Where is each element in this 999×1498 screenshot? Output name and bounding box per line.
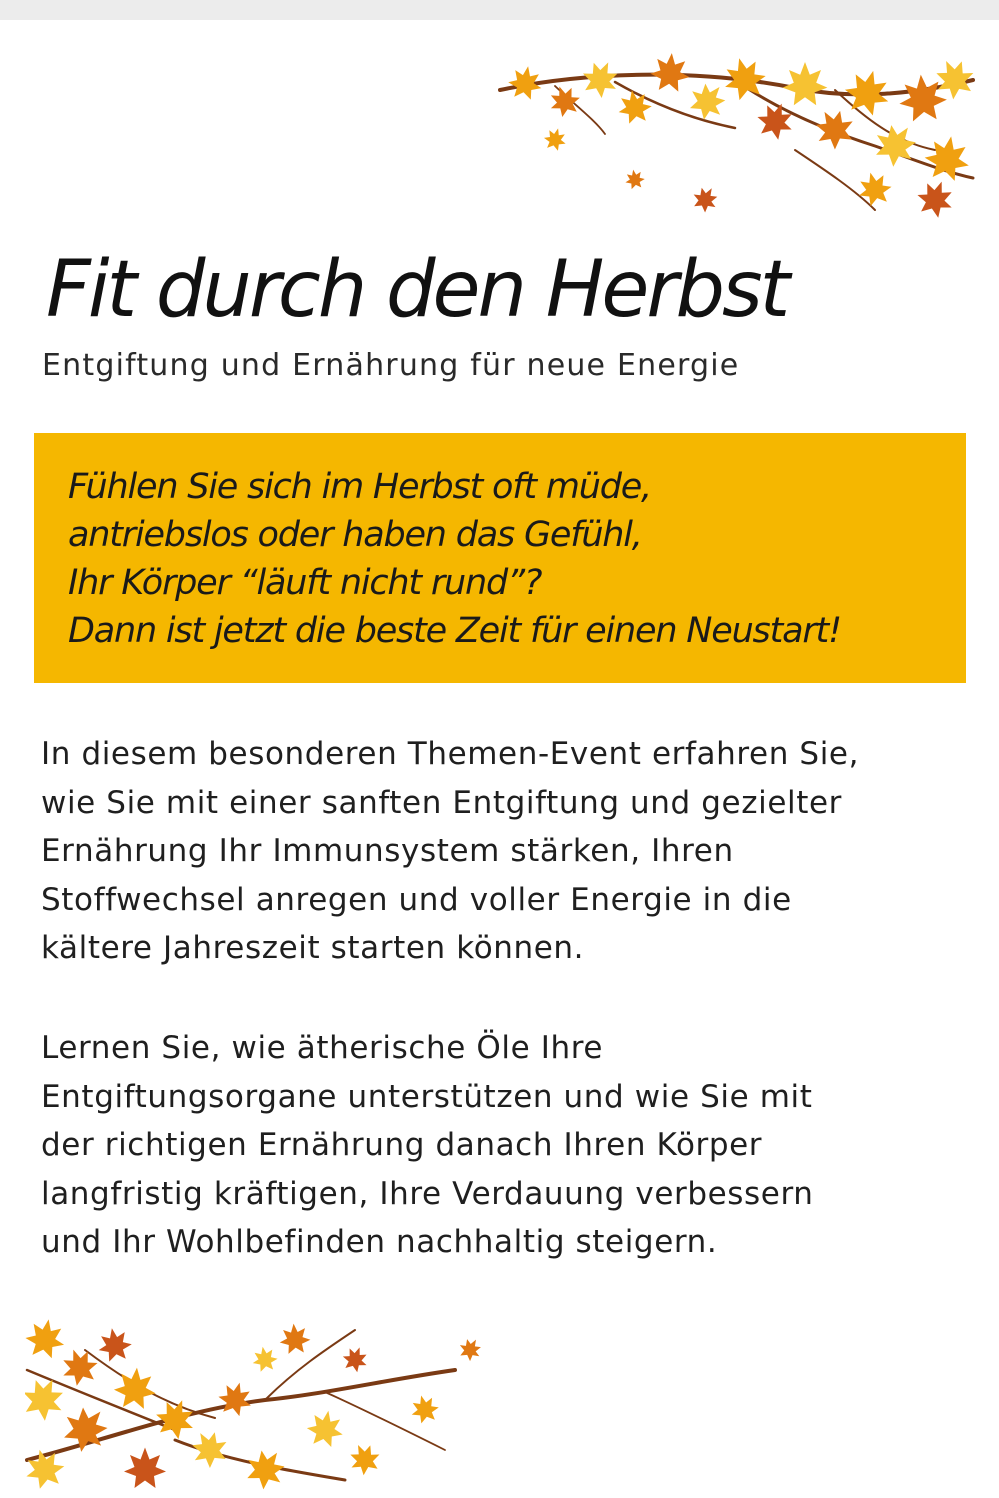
autumn-leaves-bottom-icon [25,1310,495,1495]
paragraph-line: kältere Jahreszeit starten können. [41,930,585,966]
highlight-box [34,433,966,683]
paragraph-line: Entgiftungsorgane unterstützen und wie Sie mit [41,1078,813,1115]
paragraph-line: langfristig kräftigen, Ihre Verdauung verbessern [41,1175,814,1212]
paragraph-line: Ernährung Ihr Immunsystem stärken, Ihren [41,833,734,869]
highlight-line: Fühlen Sie sich im Herbst oft müde, [68,467,651,507]
paragraph-line: In diesem besonderen Themen-Event erfahren Sie, [41,736,860,772]
highlight-line: antriebslos oder haben das Gefühl, [68,515,642,555]
paragraph-line: der richtigen Ernährung danach Ihren Körper [41,1127,763,1163]
autumn-leaves-top-icon [495,50,975,230]
page-title: Fit durch den Herbst [46,245,788,335]
paragraph-line: Lernen Sie, wie ätherische Öle Ihre [41,1030,604,1066]
body-paragraph-2 [41,1024,814,1267]
highlight-line: Dann ist jetzt die beste Zeit für einen Neustart! [68,611,841,651]
page-subtitle: Entgiftung und Ernährung für neue Energie [42,348,740,383]
body-paragraph-1 [41,730,859,973]
top-bar [0,0,999,20]
paragraph-line: wie Sie mit einer sanften Entgiftung und gezielter [41,784,842,821]
paragraph-line: Stoffwechsel anregen und voller Energie in die [41,881,792,918]
paragraph-line: und Ihr Wohlbefinden nachhaltig steigern. [41,1224,718,1260]
highlight-line: Ihr Körper “läuft nicht rund”? [68,563,542,603]
